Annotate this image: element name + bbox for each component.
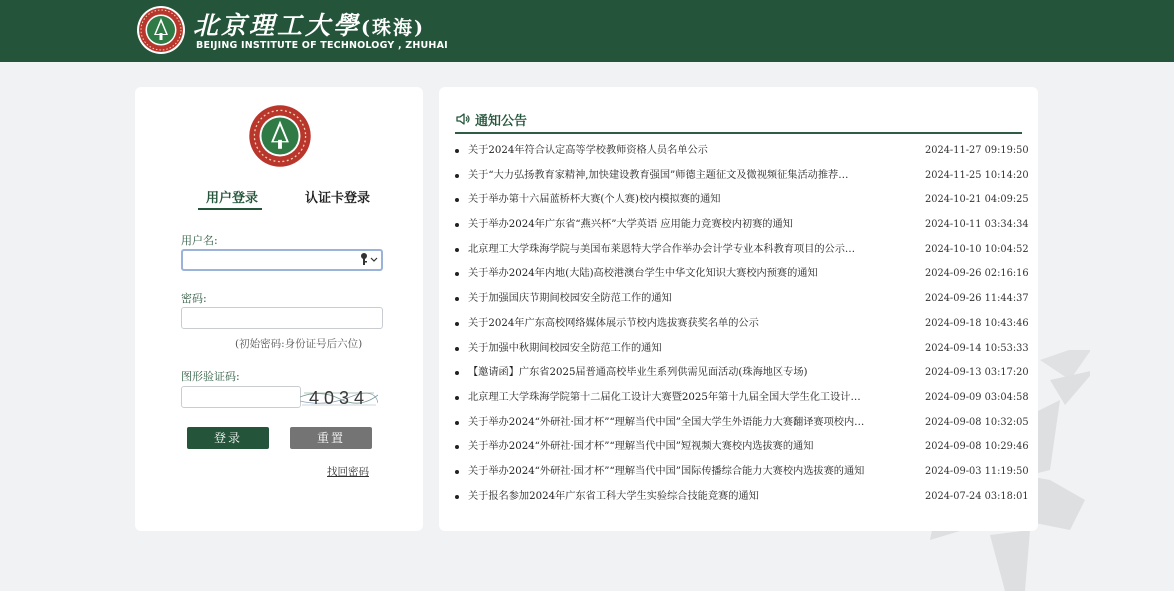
notice-item[interactable]	[455, 312, 1029, 337]
notice-item-title[interactable]: 关于加强国庆节期间校园安全防范工作的通知	[468, 293, 672, 305]
active-tab-indicator	[198, 208, 262, 210]
tab-user-login[interactable]: 用户登录	[206, 191, 259, 206]
notice-item-title[interactable]: 关于举办2024“外研社·国才杯”“理解当代中国”短视频大赛校内选拔赛的通知	[468, 441, 814, 453]
bullet-icon	[455, 322, 459, 326]
captcha-input[interactable]	[181, 386, 301, 408]
brand-name-chinese: 北京理工大學(珠海)	[193, 11, 425, 40]
brand-name-english: BEIJING INSTITUTE OF TECHNOLOGY , ZHUHAI	[196, 40, 448, 51]
notice-item[interactable]	[455, 139, 1029, 164]
notice-item[interactable]	[455, 287, 1029, 312]
notice-item[interactable]	[455, 485, 1029, 510]
notice-item[interactable]	[455, 411, 1029, 436]
notice-item[interactable]	[455, 188, 1029, 213]
captcha-label: 图形验证码:	[181, 370, 240, 383]
notice-item-title[interactable]: 关于举办2024“外研社·国才杯”“理解当代中国”全国大学生外语能力大赛翻译赛项校内…	[468, 416, 865, 428]
notice-item-date: 2024-09-09 03:04:58	[925, 391, 1029, 403]
notice-item-title[interactable]: 关于2024年广东高校网络媒体展示节校内选拔赛获奖名单的公示	[468, 317, 759, 329]
notice-item-date: 2024-09-08 10:29:46	[925, 441, 1029, 453]
bit-emblem-icon	[136, 5, 186, 55]
notice-list	[455, 139, 1029, 509]
notice-item-date: 2024-11-25 10:14:20	[925, 169, 1029, 181]
notice-item[interactable]	[455, 164, 1029, 189]
reset-button[interactable]: 重置	[290, 427, 372, 449]
notice-item-title[interactable]: 关于2024年符合认定高等学校教师资格人员名单公示	[468, 145, 708, 156]
login-button[interactable]: 登录	[187, 427, 269, 449]
notice-title: 通知公告	[475, 113, 528, 129]
notice-item-title[interactable]: 关于加强中秋期间校园安全防范工作的通知	[468, 342, 662, 354]
notice-item[interactable]	[455, 386, 1029, 411]
notice-item-title[interactable]: 关于举办2024年内地(大陆)高校港澳台学生中华文化知识大赛校内预赛的通知	[468, 268, 818, 280]
notice-item-date: 2024-09-18 10:43:46	[925, 317, 1029, 329]
notice-header	[455, 109, 527, 129]
key-icon[interactable]	[359, 252, 379, 266]
bullet-icon	[455, 470, 459, 474]
notice-item-date: 2024-09-26 11:44:37	[925, 293, 1029, 305]
username-label: 用户名:	[181, 234, 218, 247]
bullet-icon	[455, 421, 459, 425]
bullet-icon	[455, 223, 459, 227]
notice-item[interactable]	[455, 337, 1029, 362]
notice-item-date: 2024-09-03 11:19:50	[925, 465, 1029, 477]
password-label: 密码:	[181, 292, 207, 305]
bullet-icon	[455, 198, 459, 202]
bullet-icon	[455, 149, 459, 153]
bullet-icon	[455, 297, 459, 301]
notice-item-date: 2024-09-26 02:16:16	[925, 268, 1029, 280]
bullet-icon	[455, 371, 459, 375]
password-input[interactable]	[181, 307, 383, 329]
speaker-icon	[455, 111, 471, 127]
notice-item[interactable]	[455, 262, 1029, 287]
notice-item-date: 2024-11-27 09:19:50	[925, 145, 1029, 156]
bullet-icon	[455, 248, 459, 252]
notice-item[interactable]	[455, 361, 1029, 386]
tab-card-login[interactable]: 认证卡登录	[305, 191, 371, 206]
notice-item-title[interactable]: 北京理工大学珠海学院第十二届化工设计大赛暨2025年第十九届全国大学生化工设计…	[468, 391, 861, 403]
notice-item-title[interactable]: 北京理工大学珠海学院与美国布莱恩特大学合作举办会计学专业本科教育项目的公示…	[468, 243, 856, 255]
password-hint: (初始密码:身份证号后六位)	[235, 338, 363, 350]
notice-item-title[interactable]: 【邀请函】广东省2025届普通高校毕业生系列供需见面活动(珠海地区专场)	[468, 367, 808, 379]
username-input[interactable]	[181, 249, 383, 271]
notice-item[interactable]	[455, 435, 1029, 460]
bullet-icon	[455, 272, 459, 276]
brand-name-campus: (珠海)	[361, 17, 425, 39]
captcha-text: 4034	[308, 388, 370, 408]
forgot-password-link[interactable]: 找回密码	[327, 466, 369, 478]
notice-item-title[interactable]: 关于“大力弘扬教育家精神,加快建设教育强国”师德主题征文及微视频征集活动推荐…	[468, 169, 849, 181]
notice-item-date: 2024-10-10 10:04:52	[925, 243, 1029, 255]
bullet-icon	[455, 396, 459, 400]
notice-item-title[interactable]: 关于报名参加2024年广东省工科大学生实验综合技能竞赛的通知	[468, 490, 759, 502]
notice-item-date: 2024-09-14 10:53:33	[925, 342, 1029, 354]
login-panel	[135, 87, 423, 531]
notice-item-title[interactable]: 关于举办2024“外研社·国才杯”“理解当代中国”国际传播综合能力大赛校内选拔赛的通知	[468, 465, 865, 477]
bullet-icon	[455, 445, 459, 449]
bullet-icon	[455, 347, 459, 351]
notice-item-date: 2024-10-11 03:34:34	[925, 219, 1029, 231]
notice-item-date: 2024-09-13 03:17:20	[925, 367, 1029, 379]
notice-item[interactable]	[455, 213, 1029, 238]
notice-item-date: 2024-09-08 10:32:05	[925, 416, 1029, 428]
notice-divider	[455, 132, 1022, 134]
notice-panel	[439, 87, 1038, 531]
bullet-icon	[455, 174, 459, 178]
bit-emblem-icon	[248, 104, 312, 168]
notice-item[interactable]	[455, 460, 1029, 485]
notice-item-date: 2024-07-24 03:18:01	[925, 490, 1029, 502]
bullet-icon	[455, 495, 459, 499]
captcha-image[interactable]	[300, 385, 378, 409]
notice-item-title[interactable]: 关于举办第十六届蓝桥杯大赛(个人赛)校内模拟赛的通知	[468, 194, 721, 206]
notice-item[interactable]	[455, 238, 1029, 263]
top-header-bar	[0, 0, 1174, 62]
notice-item-title[interactable]: 关于举办2024年广东省“燕兴杯”大学英语 应用能力竞赛校内初赛的通知	[468, 219, 793, 231]
notice-item-date: 2024-10-21 04:09:25	[925, 194, 1029, 206]
